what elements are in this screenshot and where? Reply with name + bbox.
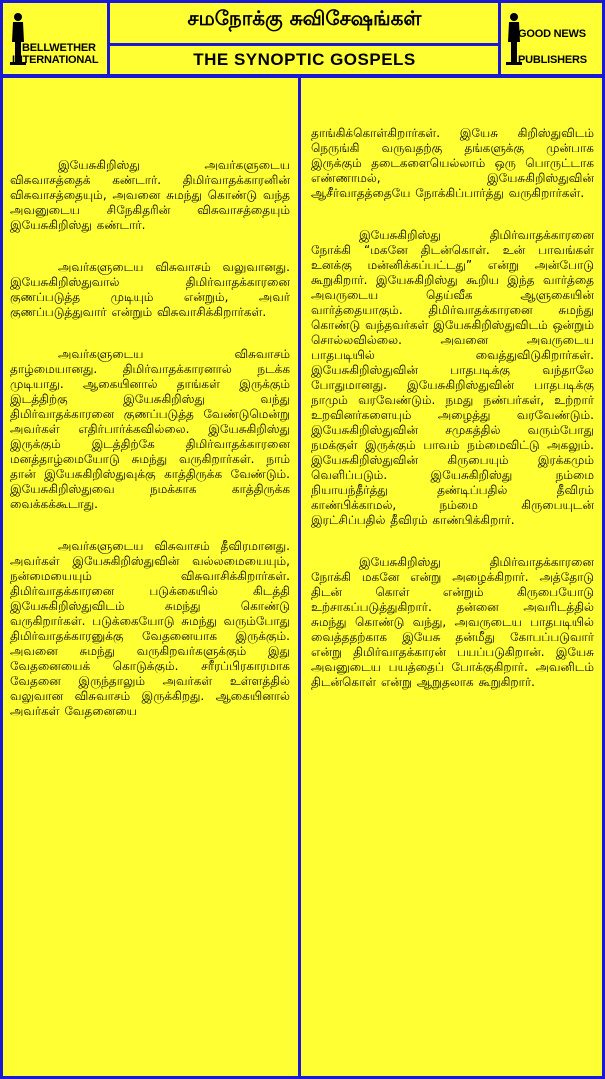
right-column — [311, 126, 594, 717]
right-logo-line2: PUBLISHERS — [518, 54, 587, 66]
left-logo-line2: INTERNATIONAL — [12, 54, 99, 66]
left-logo-line1: BELLWETHER — [22, 42, 96, 54]
page-title-tamil: சமநோக்கு சுவிசேஷங்கள் — [187, 6, 422, 30]
right-logo-line1: GOOD NEWS — [518, 28, 586, 40]
paragraph: அவர்களுடைய விசுவாசம் தாழ்மையானது. திமிர்வாதக்காரனால் நடக்க முடியாது. ஆகையினால் தாங்கள் இருக்கும் இடத்திற்கு இயேசுகிறிஸ்து வந்து திமிர்வாதக்காரனை குணப்படுத்த வேண்டுமென்று அவர்கள் எதிர்பார்க்கவில்லை. இயேசுகிறிஸ்து இருக்கும் இடத்திற்கே திமிர்வாதக்காரனை மனத்தாழ்மையோடு சுமந்து வருகிறார்கள். நாம் தான் இயேசுகிறிஸ்துவுக்கு காத்திருக்க வேண்டும். இயேசுகிறிஸ்துவை நமக்காக காத்திருக்க வைக்கக்கூடாது. — [10, 347, 290, 511]
page-title-english: THE SYNOPTIC GOSPELS — [193, 50, 416, 69]
header-divider-left — [107, 0, 110, 78]
column-divider — [298, 78, 301, 1079]
header-divider-right — [498, 0, 501, 78]
bellwether-logo — [8, 6, 100, 72]
good-news-logo — [504, 6, 600, 72]
paragraph: அவர்களுடைய விசுவாசம் தீவிரமானது. அவர்கள் இயேசுகிறிஸ்துவின் வல்லமையையும், நன்மையையும் விசுவாசிக்கிறார்கள். திமிர்வாதக்காரனை படுக்கையில் கிடத்தி இயேசுகிறிஸ்துவிடம் சுமந்து கொண்டு வருகிறார்கள். படுக்கையோடு சுமந்து வரும்போது திமிர்வாதக்காரனுக்கு வேதனையாக இருக்கும். அவனை சுமந்து வருகிறவர்களுக்கும் இது வேதனையைக் கொடுக்கும். சரீரப்பிரகாரமாக வேதனை இருந்தாலும் அவர்கள் உள்ளத்தில் வலுவான விசுவாசம் இருக்கிறது. ஆகையினால் அவர்கள் வேதனையை — [10, 539, 290, 718]
paragraph: இயேசுகிறிஸ்து திமிர்வாதக்காரனை நோக்கி மகனே என்று அழைக்கிறார். அத்தோடு திடன் கொள் என்றும் கிருபையோடு உற்சாகப்படுத்துகிறார். தன்னை அவரிடத்தில் சுமந்து கொண்டு வந்து, அவருடைய பாதபடியில் வைத்ததற்காக இயேசு தன்மீது கோபப்படுவார் என்று திமிர்வாதக்காரன் பயப்படுகிறான். இயேசு அவனுடைய பயத்தைப் போக்குகிறார். அவனிடம் திடன்கொள் என்று ஆறுதலாக கூறுகிறார். — [311, 555, 594, 689]
left-column — [10, 158, 290, 746]
title-separator — [107, 43, 501, 46]
paragraph: இயேசுகிறிஸ்து அவர்களுடைய விசுவாசத்தைக் கண்டார். திமிர்வாதக்காரனின் விசுவாசத்தையும், அவனை சுமந்து கொண்டு வந்த அவனுடைய சிநேகிதரின் விசுவாசத்தையும் இயேசுகிறிஸ்து கண்டார். — [10, 158, 290, 232]
paragraph: தாங்கிக்கொள்கிறார்கள். இயேசு கிறிஸ்துவிடம் நெருங்கி வருவதற்கு தங்களுக்கு முன்பாக இருக்கும் தடைகளையெல்லாம் ஒரு பொருட்டாக எண்ணாமல், இயேசுகிறிஸ்துவின் ஆசீர்வாதத்தையே நோக்கிப்பார்த்து வருகிறார்கள். — [311, 126, 594, 200]
paragraph: அவர்களுடைய விசுவாசம் வலுவானது. இயேசுகிறிஸ்துவால் திமிர்வாதக்காரனை குணப்படுத்த முடியும் என்றும், அவர் குணப்படுத்துவார் என்றும் விசுவாசிக்கிறார்கள். — [10, 260, 290, 319]
paragraph: இயேசுகிறிஸ்து திமிர்வாதக்காரனை நோக்கி “மகனே திடன்கொள். உன் பாவங்கள் உனக்கு மன்னிக்கப்பட்டது” என்று அன்போடு கூறுகிறார். இயேசுகிறிஸ்து கூறிய இந்த வார்த்தை அவருடைய தெய்வீக ஆளுகையின் வார்த்தையாகும். திமிர்வாதக்காரனை சுமந்து கொண்டு வந்தவர்கள் இயேசுகிறிஸ்துவிடம் ஒன்றும் சொல்லவில்லை. அவனை அவருடைய பாதபடியில் வைத்துவிடுகிறார்கள். இயேசுகிறிஸ்துவின் பாதபடிக்கு வந்தாலே போதுமானது. இயேசுகிறிஸ்துவின் பாதபடிக்கு நாமும் வரவேண்டும். நமது நண்பர்கள், உற்றார் உறவினர்களையும் அழைத்து வரவேண்டும். இயேசுகிறிஸ்துவின் சமுகத்தில் வரும்போது நமக்குள் இருக்கும் பாவம் நம்மைவிட்டு அகலும். இயேசுகிறிஸ்துவின் கிருபையும் இரக்கமும் வெளிப்படும். இயேசுகிறிஸ்து நம்மை நியாயந்தீர்த்து தண்டிப்பதில் தீவிரம் காண்பிக்காமல், நம்மை கிருபையுடன் இரட்சிப்பதில் தீவிரம் காண்பிக்கிறார். — [311, 228, 594, 527]
